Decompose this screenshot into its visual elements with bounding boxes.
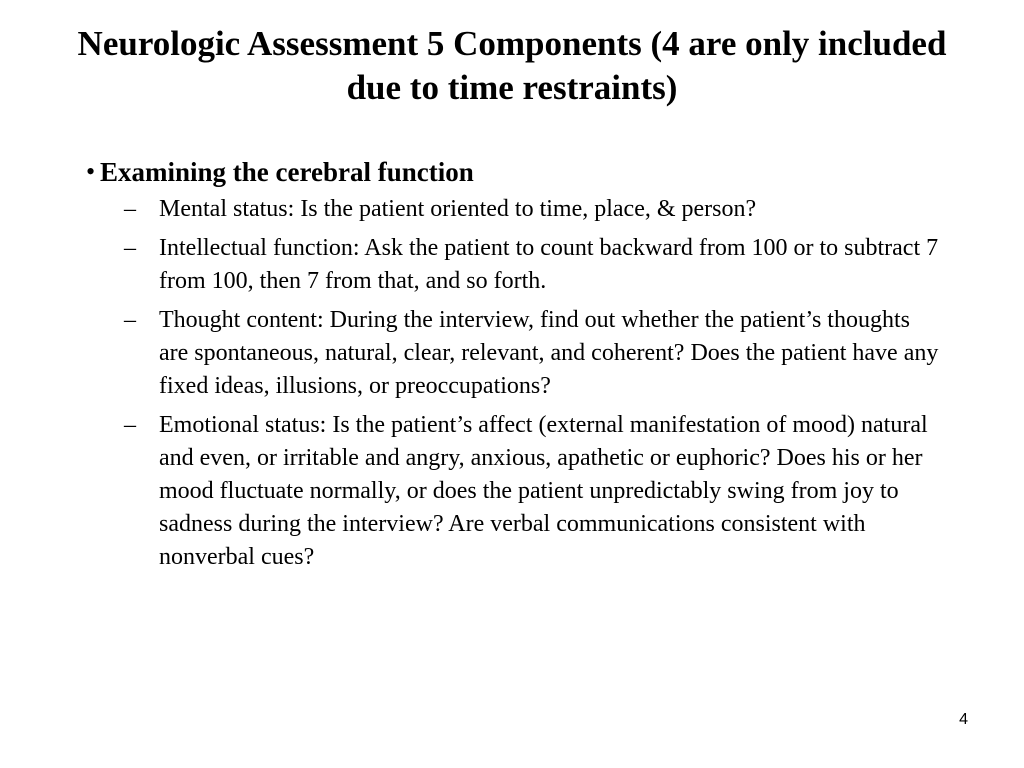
sub-item-intellectual-function [124, 232, 939, 298]
slide-title: Neurologic Assessment 5 Components (4 are only included due to time restraints) [77, 24, 947, 107]
sub-marker: – [124, 196, 136, 222]
sub-text: Thought content: During the interview, find out whether the patient’s thoughts are spontaneous, natural, clear, relevant, and coherent? Does the patient have any fixed ideas, illusions, or preoccupations? [159, 307, 939, 399]
sub-text: Mental status: Is the patient oriented to time, place, & person? [159, 196, 757, 222]
sub-marker: – [124, 307, 136, 333]
slide-body [86, 153, 966, 580]
sub-item-emotional-status [124, 409, 939, 574]
sub-bullet-list [100, 193, 966, 574]
sub-text: Intellectual function: Ask the patient to count backward from 100 or to subtract 7 from 100, then 7 from that, and so forth. [159, 235, 939, 294]
sub-text: Emotional status: Is the patient’s affect (external manifestation of mood) natural and even, or irritable and angry, anxious, apathetic or euphoric? Does his or her mood fluctuate normally, or does the patient unpredictably swing from joy to sadness during the interview? Are verbal communications consistent with nonverbal cues? [159, 412, 928, 570]
sub-item-mental-status [124, 193, 939, 226]
page-number: 4 [959, 711, 968, 728]
bullet-text: Examining the cerebral function [100, 157, 474, 187]
sub-item-thought-content [124, 304, 939, 403]
bullet-item-cerebral-function [86, 153, 966, 574]
bullet-marker: • [86, 157, 96, 186]
sub-marker: – [124, 235, 136, 261]
sub-marker: – [124, 412, 136, 438]
